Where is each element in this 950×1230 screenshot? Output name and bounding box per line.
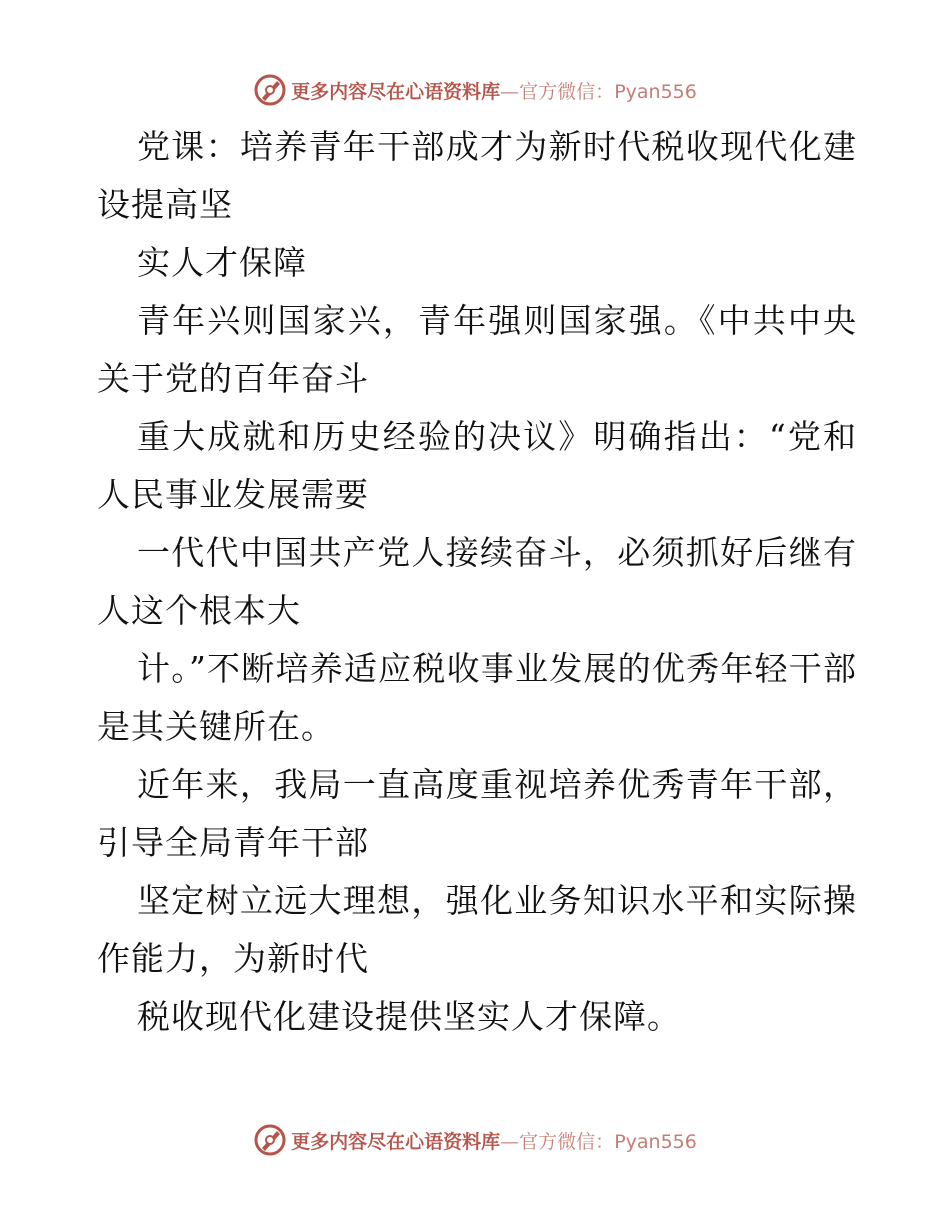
- footer-watermark: [0, 1122, 950, 1158]
- document-body: [97, 118, 857, 1046]
- paragraph: 税收现代化建设提供坚实人才保障。: [137, 997, 681, 1036]
- document-title-line-2: 实人才保障: [137, 243, 307, 282]
- paragraph: 计。”不断培养适应税收事业发展的优秀年轻干部是其关键所在。: [97, 649, 857, 746]
- header-watermark: [0, 72, 950, 108]
- watermark-text: 更多内容尽在心语资料库—官方微信：Pyan556: [291, 1130, 697, 1153]
- document-title-line-1: 党课：培养青年干部成才为新时代税收现代化建设提高坚: [97, 127, 857, 224]
- paragraph: 重大成就和历史经验的决议》明确指出：“党和人民事业发展需要: [97, 417, 857, 514]
- paragraph: 一代代中国共产党人接续奋斗，必须抓好后继有人这个根本大: [97, 533, 857, 630]
- paragraph: 坚定树立远大理想，强化业务知识水平和实际操作能力，为新时代: [97, 881, 857, 978]
- brand-logo-icon: [253, 1123, 287, 1157]
- paragraph: 青年兴则国家兴，青年强则国家强。《中共中央关于党的百年奋斗: [97, 301, 857, 398]
- brand-logo-icon: [253, 73, 287, 107]
- paragraph: 近年来，我局一直高度重视培养优秀青年干部，引导全局青年干部: [97, 765, 857, 862]
- watermark-text: 更多内容尽在心语资料库—官方微信：Pyan556: [291, 80, 697, 103]
